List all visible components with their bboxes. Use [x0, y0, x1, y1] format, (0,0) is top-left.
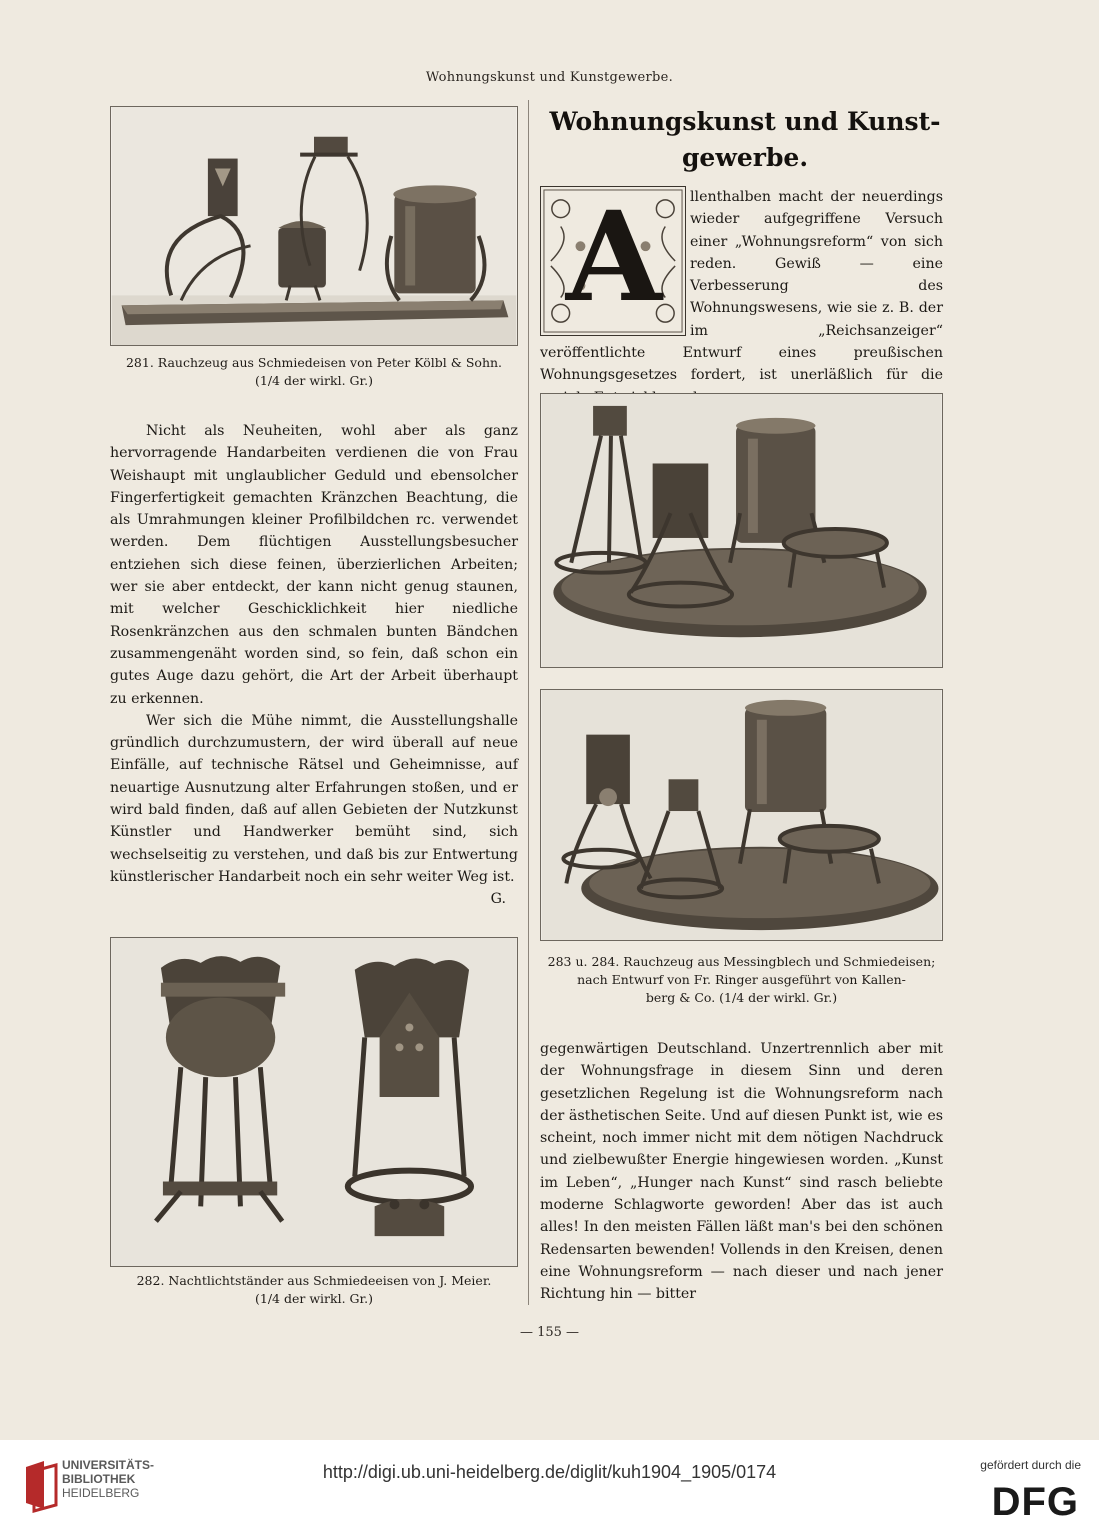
smoking-set-illustration: [111, 107, 517, 345]
caption-line: (1/4 der wirkl. Gr.): [255, 373, 373, 388]
permalink-url[interactable]: http://digi.ub.uni-heidelberg.de/diglit/kuh1904_1905/0174: [322, 1462, 777, 1482]
running-head: Wohnungskunst und Kunstgewerbe.: [425, 70, 674, 85]
night-light-stands-illustration: [111, 938, 517, 1266]
paragraph: Wer sich die Mühe nimmt, die Ausstellungshalle gründlich durchzumustern, der wird überall auf neue Einfälle, auf technische Rätsel und Geheimnisse, auf neuartige Ausnutzung alter Erfahrungen stoßen, und er wird bald finden, daß auf allen Gebieten der Nutzkunst Künstler und Handwerker bemüht sind, sich wechselseitig zu verstehen, und daß bis zur Entwertung künstlerischer Handarbeit noch ein sehr weiter Weg ist.: [110, 712, 518, 885]
figure-283-284-caption: [540, 953, 943, 1007]
left-column-text: [110, 420, 518, 911]
paragraph: Nicht als Neuheiten, wohl aber als ganz hervorragende Handarbeiten verdienen die von Frau Weishaupt mit unglaublicher Geduld und ebensolcher Fingerfertigkeit gemachten Kränzchen Beachtung, die als Umrahmungen kleiner Profilbildchen rc. verwendet werden. Dem flüchtigen Ausstellungsbesucher entziehen sich diese feinen, überzierlichen Arbeiten; wer sie aber entdeckt, der kann nicht genug staunen, mit welcher Geschicklichkeit hier niedliche Rosenkränzchen aus den schmalen bunten Bändchen zusammengenäht worden sind, so fein, daß schon ein gutes Auge dazu gehört, die Art der Arbeit überhaupt zu erkennen.: [110, 423, 518, 707]
brass-smoking-set-illustration: [541, 690, 942, 940]
caption-line: (1/4 der wirkl. Gr.): [255, 1291, 373, 1306]
library-name-line: BIBLIOTHEK: [62, 1472, 136, 1486]
brass-smoking-set-illustration: [541, 394, 942, 667]
page-number: — 155 —: [519, 1325, 580, 1340]
caption-line: nach Entwurf von Fr. Ringer ausgeführt von Kallen-: [577, 972, 906, 987]
funding-note: gefördert durch die: [980, 1458, 1081, 1472]
library-name-line: HEIDELBERG: [62, 1486, 140, 1500]
initial-spacer: [540, 186, 690, 336]
right-column-intro: [540, 186, 943, 409]
caption-line: 281. Rauchzeug aus Schmiedeisen von Peter Kölbl & Sohn.: [125, 355, 503, 370]
caption-line: berg & Co. (1/4 der wirkl. Gr.): [645, 990, 838, 1005]
digital-library-footer: [0, 1440, 1099, 1536]
figure-281-caption: [110, 354, 518, 390]
initial-letter: A: [565, 185, 663, 330]
column-divider: [528, 100, 529, 1305]
headline-line: gewerbe.: [681, 143, 809, 172]
figure-282-night-light-stands-photo: [110, 937, 518, 1267]
figure-283-brass-smoking-set-photo: [540, 393, 943, 668]
right-column-continuation: [540, 1038, 943, 1306]
figure-281-smoking-set-photo: [110, 106, 518, 346]
caption-line: 282. Nachtlichtständer aus Schmiedeeisen von J. Meier.: [136, 1273, 492, 1288]
library-name-line: UNIVERSITÄTS-: [62, 1458, 155, 1472]
paragraph: llenthalben macht der neuerdings wieder aufgegriffene Versuch einer „Wohnungsreform“ von sich reden. Gewiß — eine Verbesserung des Wohnungswesens, wie sie z. B. der im „Reichsanzeiger“ veröffentlichte Entwurf eines preußischen Wohnungsgesetzes fordert, ist unerläßlich für die: [540, 189, 943, 384]
dfg-logo: DFG: [991, 1480, 1079, 1524]
headline-line: Wohnungskunst und Kunst-: [549, 107, 941, 136]
article-headline: [545, 104, 945, 176]
author-signature: G.: [490, 891, 506, 908]
figure-282-caption: [110, 1272, 518, 1308]
caption-line: 283 u. 284. Rauchzeug aus Messingblech und Schmiedeisen;: [547, 954, 936, 969]
figure-284-brass-smoking-set-photo: [540, 689, 943, 941]
paragraph: gegenwärtigen Deutschland. Unzertrennlich aber mit der Wohnungsfrage in diesem Sinn und deren gesetzlichen Regelung ist die Wohnungsreform nach der ästhetischen Seite. Und auf diesen Punkt ist, wie es scheint, noch immer nicht mit dem nötigen Nachdruck und zielbewußter Energie hingewiesen worden. „Kunst im Leben“, „Hunger nach Kunst“ sind rasch beliebte moderne Schlagworte geworden! Aber das ist auch alles! In den meisten Fällen läßt man's bei den schönen Redensarten bewenden! Vollends in den Kreisen, denen eine Wohnungsreform — nach dieser und nach jener Richtung hin — bitter: [540, 1041, 943, 1303]
